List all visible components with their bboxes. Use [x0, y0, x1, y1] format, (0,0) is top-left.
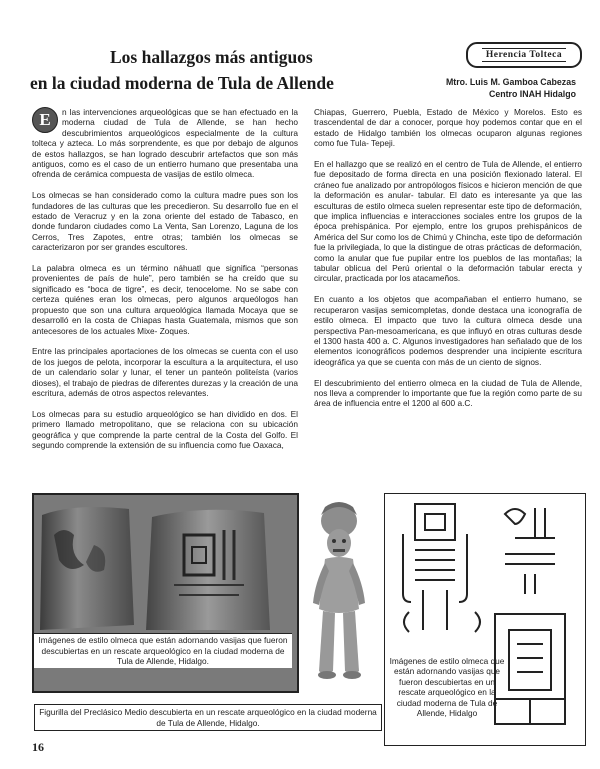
title-line-1: Los hallazgos más antiguos [110, 47, 313, 67]
article-column-1 [32, 107, 298, 461]
author-block [446, 76, 576, 100]
author-name: Mtro. Luis M. Gamboa Cabezas [445, 77, 576, 87]
paragraph: La palabra olmeca es un término náhuatl que significa “personas provenientes de país de hule”, pero también se ha creído que su significado es “boca de tigre”, es decir, tenocelome. No se sabe con certeza quiénes eran los olmecas, pero algunos arqueólogos han propuesto que son una cultura arqueológica llamada Mocaya que se desarrolló en la costa de Chiapas hasta Guatemala, mismos que son antecesores de los actuales Mixe- Zoques. [32, 263, 298, 336]
vessel-caption: Imágenes de estilo olmeca que están adornando vasijas que fueron descubiertas en un rescate arqueológico en la ciudad moderna de Tula de Allende, Hidalgo. [34, 633, 292, 668]
author-affiliation: Centro INAH Hidalgo [489, 89, 576, 99]
figurine-photo [299, 493, 383, 703]
paragraph: En el hallazgo que se realizó en el centro de Tula de Allende, el entierro fue depositado de forma directa en una posición flexionado lateral. El cráneo fue analizado por antropólogos físicos e hicieron mención de que la deformación es anular- tabular. El dato es interesante ya que las esculturas de estilo olmeca suelen representar este tipo de deformación, que implica influencias e interacciones sociales entre los grupos de la época prehispánica. Por ejemplo, entre los grupos prehispánicos de América del Sur como los de Chimú y Chincha, este tipo de deformación fue la privilegiada, lo que la distingue de otras prácticas de deformación, como la anular que fue pupilar entre los pueblos de las montañas; la tabular oblicua del Perú oriental o la deformación tabular erecta y circular, practicada por los atacameños. [314, 159, 582, 284]
logo-text: Herencia Tolteca [482, 48, 566, 62]
paragraph: Chiapas, Guerrero, Puebla, Estado de México y Morelos. Esto es trascendental de dar a conocer, porque hoy podemos contar que en el estado de Hidalgo también los olmecas ocuparon algunas regiones como fue Tula- Tepeji. [314, 107, 582, 149]
article-column-2 [314, 107, 582, 419]
herencia-tolteca-logo [466, 42, 582, 68]
paragraph: Entre las principales aportaciones de los olmecas se cuenta con el uso de los juegos de pelota, incorporar la escultura a la arquitectura, el uso de un calendario solar y lunar, el tener un panteón politeísta (varios dioses), el trabajo de piedras de diferentes durezas y la creación de una escritura, además de otros aspectos relevantes. [32, 346, 298, 398]
paragraph: Los olmecas se han considerado como la cultura madre pues son los fundadores de las culturas que les precedieron. Su desarrollo fue en el estado de Veracruz y en la zona oriente del estado de Tabasco, en donde fundaron ciudades como La Venta, San Lorenzo, Laguna de los Cerros, Tres Zapotes, entre otras; también los olmecas se caracterizaron por ser grandes escultores. [32, 190, 298, 253]
page-number: 16 [32, 740, 44, 754]
paragraph: En cuanto a los objetos que acompañaban el entierro humano, se recuperaron vasijas semicompletas, donde destaca una iconografía de estilo olmeca. El impacto que tuvo la cultura olmeca desde una perspectiva Pan-mesoamericana, es que influyó en otras culturas desde el 1300 hasta 400 a. C. Algunos investigadores han señalado que de los elementos iconográficos podemos desprender una incipiente escritura ideográfica ya que se cuenta con más de un ciento de signos. [314, 294, 582, 367]
paragraph: El descubrimiento del entierro olmeca en la ciudad de Tula de Allende, nos lleva a comprender lo importante que fue la región como parte de su área de influencia entre el 1200 al 600 a.C. [314, 377, 582, 409]
drop-cap: E [32, 107, 58, 133]
paragraph: Los olmecas para su estudio arqueológico se han dividido en dos. El primero llamado metropolitano, que se relaciona con su ubicación geográfica y que comprende la parte central de la Costa del Golfo. El segundo comprende la extensión de su influencia como fue Oaxaca, [32, 408, 298, 450]
title-line-2: en la ciudad moderna de Tula de Allende [30, 73, 334, 93]
figurine-caption: Figurilla del Preclásico Medio descubierta en un rescate arqueológico en la ciudad moderna de Tula de Allende, Hidalgo. [34, 704, 382, 731]
article-title [30, 44, 430, 96]
drawing-caption: Imágenes de estilo olmeca que están adornando vasijas que fueron descubiertas en un rescate arqueológico en la ciudad moderna de Tula de Allende, Hidalgo [389, 656, 505, 719]
paragraph: E n las intervenciones arqueológicas que se han efectuado en la moderna ciudad de Tula de Allende, se han hecho descubrimientos arqueológicos especialmente de la cultura tolteca y azteca. Lo más sorprendente, es que por debajo de algunos de estos hallazgos, se han logrado descubrir artefactos que son más antiguos, como es el caso de un entierro humano que presentaba una ofrenda de cerámica compuesta de vasijas de estilo olmeca. [32, 107, 298, 180]
